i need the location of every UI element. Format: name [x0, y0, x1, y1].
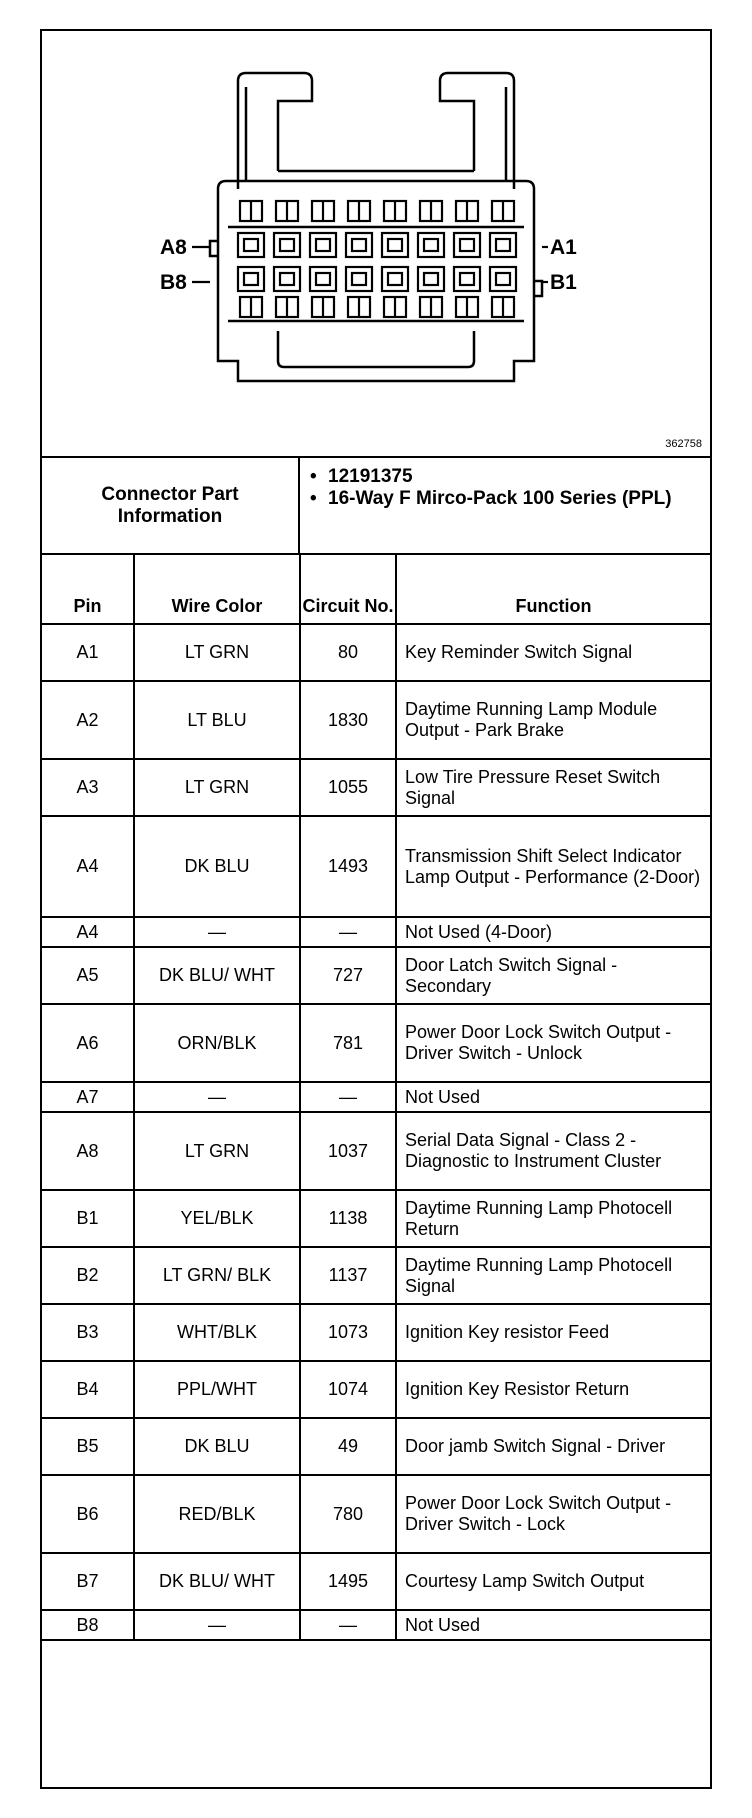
- header-function: Function: [396, 555, 710, 624]
- table-row: [42, 917, 710, 947]
- wire-color-cell: RED/BLK: [134, 1475, 300, 1553]
- table-row: [42, 1361, 710, 1418]
- wire-color-cell: WHT/BLK: [134, 1304, 300, 1361]
- circuit-cell: 1074: [300, 1361, 396, 1418]
- table-row: [42, 681, 710, 759]
- function-cell: Transmission Shift Select Indicator Lamp Output - Performance (2-Door): [396, 816, 710, 917]
- wire-color-cell: —: [134, 1610, 300, 1640]
- connector-outline: [210, 73, 542, 381]
- circuit-cell: 1495: [300, 1553, 396, 1610]
- function-cell: Daytime Running Lamp Photocell Signal: [396, 1247, 710, 1304]
- table-row: [42, 1004, 710, 1082]
- header-pin: Pin: [42, 555, 134, 624]
- table-row: [42, 624, 710, 681]
- function-cell: Not Used: [396, 1610, 710, 1640]
- pin-table: [42, 555, 710, 1641]
- function-cell: Daytime Running Lamp Photocell Return: [396, 1190, 710, 1247]
- circuit-cell: 781: [300, 1004, 396, 1082]
- function-cell: Daytime Running Lamp Module Output - Park Brake: [396, 681, 710, 759]
- pin-rows: [42, 624, 710, 1640]
- pin-cell: B5: [42, 1418, 134, 1475]
- pin-cell: A4: [42, 816, 134, 917]
- wire-color-cell: YEL/BLK: [134, 1190, 300, 1247]
- circuit-cell: 1493: [300, 816, 396, 917]
- function-cell: Power Door Lock Switch Output - Driver Switch - Unlock: [396, 1004, 710, 1082]
- wire-color-cell: LT BLU: [134, 681, 300, 759]
- function-cell: Ignition Key resistor Feed: [396, 1304, 710, 1361]
- wire-color-cell: —: [134, 917, 300, 947]
- wire-color-cell: DK BLU: [134, 1418, 300, 1475]
- figure-id: 362758: [665, 438, 702, 450]
- wire-color-cell: DK BLU: [134, 816, 300, 917]
- pin-cell: B2: [42, 1247, 134, 1304]
- table-row: [42, 1190, 710, 1247]
- circuit-cell: 1037: [300, 1112, 396, 1190]
- wire-color-cell: —: [134, 1082, 300, 1112]
- connector-info-label: Connector Part Information: [42, 458, 300, 553]
- function-cell: Low Tire Pressure Reset Switch Signal: [396, 759, 710, 816]
- table-row: [42, 759, 710, 816]
- circuit-cell: 780: [300, 1475, 396, 1553]
- function-cell: Door jamb Switch Signal - Driver: [396, 1418, 710, 1475]
- function-cell: Ignition Key Resistor Return: [396, 1361, 710, 1418]
- function-cell: Not Used (4-Door): [396, 917, 710, 947]
- label-b8: B8: [160, 271, 187, 294]
- header-circuit: Circuit No.: [300, 555, 396, 624]
- function-cell: Not Used: [396, 1082, 710, 1112]
- pin-cell: A1: [42, 624, 134, 681]
- table-row: [42, 1475, 710, 1553]
- table-row: [42, 1112, 710, 1190]
- label-b1: B1: [550, 271, 577, 294]
- circuit-cell: 727: [300, 947, 396, 1004]
- table-row: [42, 1610, 710, 1640]
- wire-color-cell: LT GRN: [134, 1112, 300, 1190]
- connector-sheet: [40, 29, 712, 1789]
- table-row: [42, 816, 710, 917]
- wire-color-cell: PPL/WHT: [134, 1361, 300, 1418]
- cavity-grid: [192, 201, 548, 317]
- connector-type: • 16-Way F Mirco-Pack 100 Series (PPL): [310, 488, 700, 510]
- pin-cell: A2: [42, 681, 134, 759]
- function-cell: Courtesy Lamp Switch Output: [396, 1553, 710, 1610]
- pin-cell: A5: [42, 947, 134, 1004]
- wire-color-cell: DK BLU/ WHT: [134, 1553, 300, 1610]
- label-a1: A1: [550, 236, 577, 259]
- table-row: [42, 947, 710, 1004]
- function-cell: Power Door Lock Switch Output - Driver Switch - Lock: [396, 1475, 710, 1553]
- wire-color-cell: LT GRN/ BLK: [134, 1247, 300, 1304]
- circuit-cell: 1830: [300, 681, 396, 759]
- table-row: [42, 1418, 710, 1475]
- circuit-cell: 1073: [300, 1304, 396, 1361]
- pin-cell: B4: [42, 1361, 134, 1418]
- pin-cell: B8: [42, 1610, 134, 1640]
- pin-cell: A4: [42, 917, 134, 947]
- wire-color-cell: LT GRN: [134, 759, 300, 816]
- pin-cell: A6: [42, 1004, 134, 1082]
- pin-cell: A8: [42, 1112, 134, 1190]
- label-a8: A8: [160, 236, 187, 259]
- header-wire-color: Wire Color: [134, 555, 300, 624]
- pin-cell: B3: [42, 1304, 134, 1361]
- wire-color-cell: LT GRN: [134, 624, 300, 681]
- table-row: [42, 1082, 710, 1112]
- circuit-cell: 1055: [300, 759, 396, 816]
- pin-cell: B1: [42, 1190, 134, 1247]
- pin-cell: B7: [42, 1553, 134, 1610]
- table-row: [42, 1553, 710, 1610]
- pin-cell: B6: [42, 1475, 134, 1553]
- table-header-row: [42, 555, 710, 624]
- connector-diagram: [42, 31, 710, 458]
- connector-info-list: [310, 466, 700, 510]
- table-row: [42, 1247, 710, 1304]
- pin-cell: A3: [42, 759, 134, 816]
- circuit-cell: 49: [300, 1418, 396, 1475]
- circuit-cell: 1138: [300, 1190, 396, 1247]
- wire-color-cell: ORN/BLK: [134, 1004, 300, 1082]
- circuit-cell: —: [300, 1610, 396, 1640]
- connector-drawing: [42, 31, 710, 456]
- circuit-cell: 1137: [300, 1247, 396, 1304]
- function-cell: Door Latch Switch Signal - Secondary: [396, 947, 710, 1004]
- pin-cell: A7: [42, 1082, 134, 1112]
- wire-color-cell: DK BLU/ WHT: [134, 947, 300, 1004]
- table-row: [42, 1304, 710, 1361]
- circuit-cell: —: [300, 1082, 396, 1112]
- connector-part-info: [42, 458, 710, 555]
- function-cell: Serial Data Signal - Class 2 - Diagnostic to Instrument Cluster: [396, 1112, 710, 1190]
- circuit-cell: —: [300, 917, 396, 947]
- circuit-cell: 80: [300, 624, 396, 681]
- part-number: • 12191375: [310, 466, 700, 488]
- function-cell: Key Reminder Switch Signal: [396, 624, 710, 681]
